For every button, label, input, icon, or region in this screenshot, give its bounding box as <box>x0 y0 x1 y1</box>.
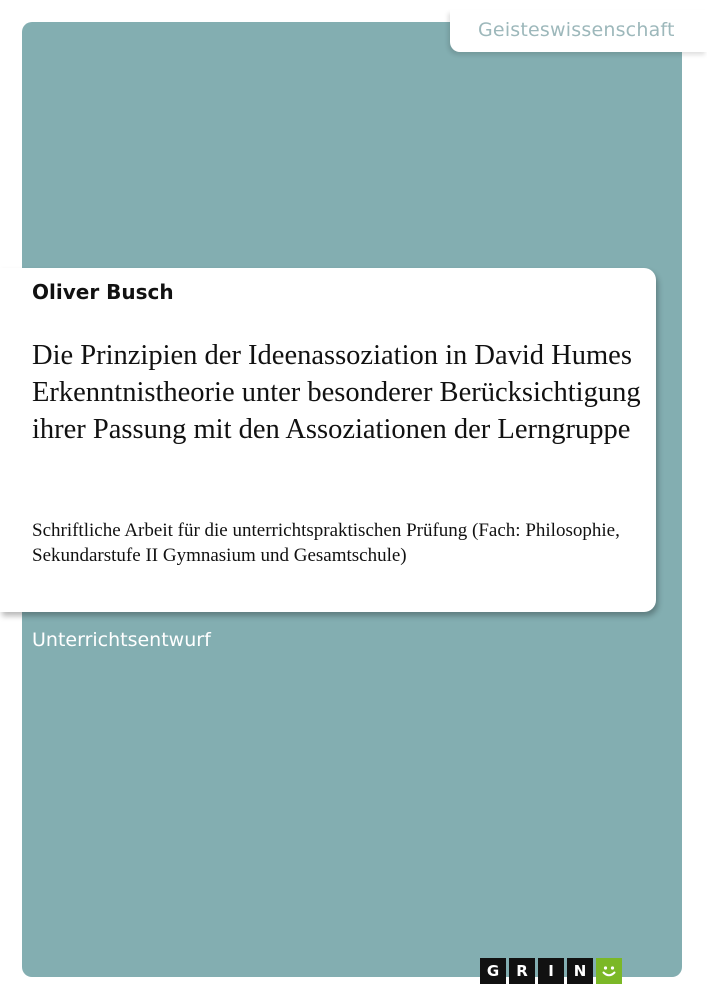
smiley-icon <box>596 958 622 984</box>
logo-letter-r: R <box>509 958 535 984</box>
category-label: Geisteswissenschaft <box>478 19 675 41</box>
logo-letter-g: G <box>480 958 506 984</box>
book-subtitle: Schriftliche Arbeit für die unterrichtspraktischen Prüfung (Fach: Philosophie, Sekundarstufe II Gymnasium und Gesamtschule) <box>32 520 620 566</box>
logo-letter-n: N <box>567 958 593 984</box>
book-title: Die Prinzipien der Ideenassoziation in David Humes Erkenntnistheorie unter besonderer Berücksichtigung ihrer Passung mit den Assoziationen der Lerngruppe <box>32 340 641 445</box>
author-name: Oliver Busch <box>32 280 174 304</box>
logo-letter-i: I <box>538 958 564 984</box>
document-type-label: Unterrichtsentwurf <box>32 629 211 651</box>
grin-publisher-logo <box>480 958 622 984</box>
